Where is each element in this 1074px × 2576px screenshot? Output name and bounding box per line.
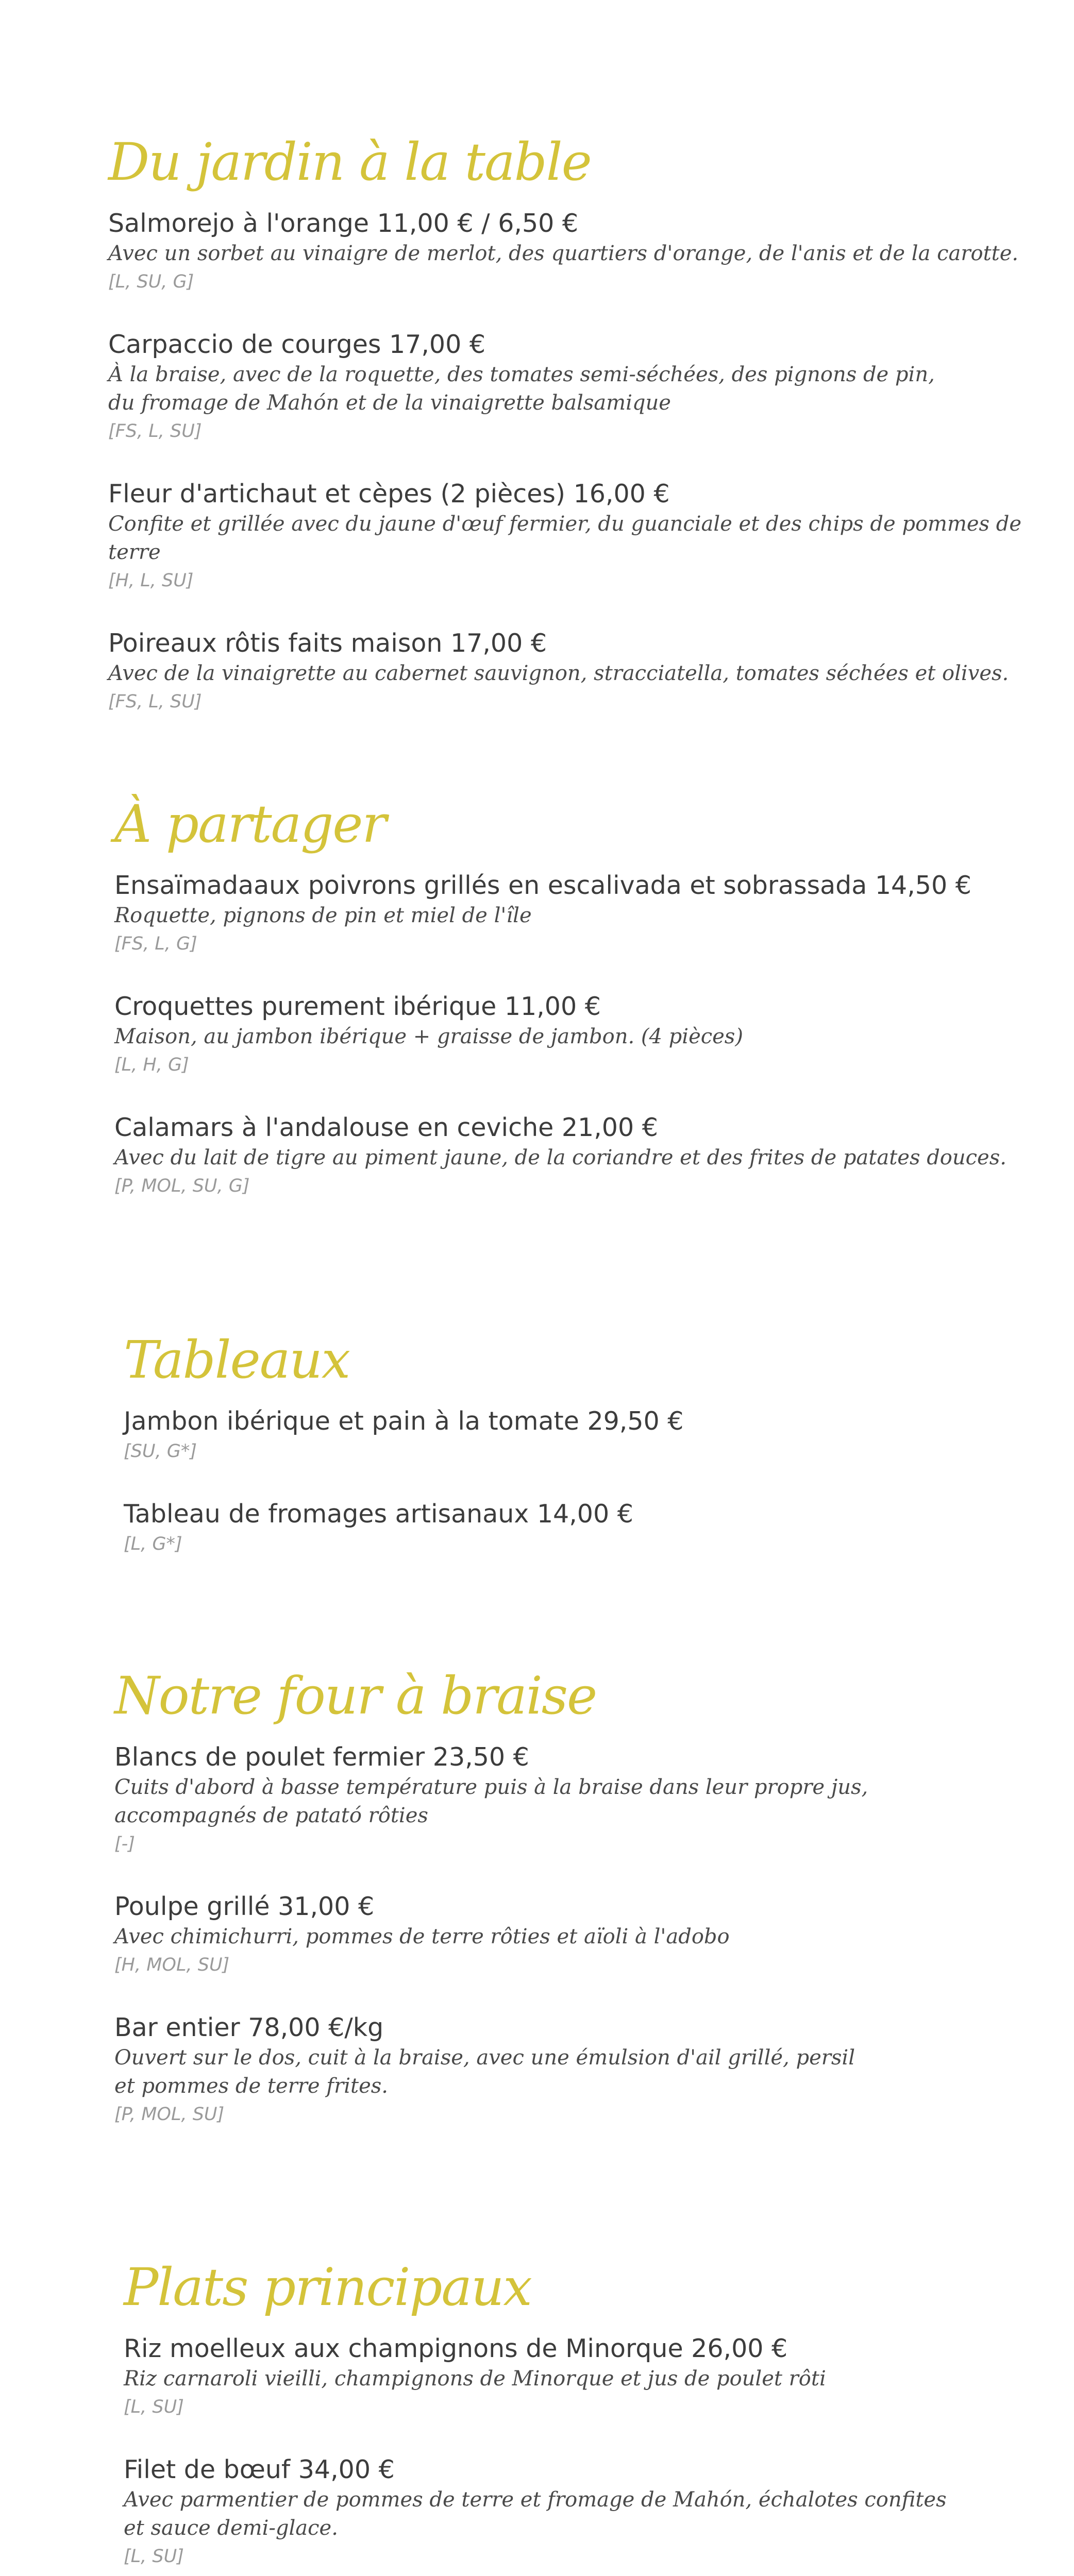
item-description: Avec un sorbet au vinaigre de merlot, des quartiers d'orange, de l'anis et de la carotte. (108, 242, 1019, 265)
menu-item (114, 1741, 1042, 1858)
item-name: Salmorejo à l'orange 11,00 € / 6,50 € (108, 209, 579, 238)
item-description: Roquette, pignons de pin et miel de l'île (114, 904, 532, 927)
menu-item (114, 2012, 1042, 2128)
item-allergens: [L, G*] (124, 1534, 182, 1554)
item-description: Cuits d'abord à basse température puis à la braise dans leur propre jus, accompagnés de patató rôties (114, 1775, 868, 1827)
menu-item (124, 1498, 1051, 1558)
item-description: Riz carnaroli vieilli, champignons de Minorque et jus de poulet rôti (124, 2367, 826, 2391)
item-name: Calamars à l'andalouse en ceviche 21,00 € (114, 1113, 658, 1142)
item-allergens: [P, MOL, SU, G] (114, 1176, 250, 1196)
item-allergens: [-] (114, 1834, 135, 1854)
menu-item (124, 2454, 1051, 2570)
item-name: Bar entier 78,00 €/kg (114, 2013, 384, 2042)
item-description: Maison, au jambon ibérique + graisse de jambon. (4 pièces) (114, 1025, 743, 1048)
section-four-a-braise (114, 1665, 1042, 2161)
item-description: À la braise, avec de la roquette, des tomates semi-séchées, des pignons de pin, du fromage de Mahón et de la vinaigrette balsamique (108, 363, 935, 415)
section-title: Du jardin à la table (108, 132, 591, 192)
item-allergens: [L, SU] (124, 2546, 184, 2567)
menu-item (108, 329, 1036, 445)
menu-item (124, 2333, 1051, 2421)
item-description: Avec de la vinaigrette au cabernet sauvignon, stracciatella, tomates séchées et olives. (108, 662, 1009, 685)
item-description: Confite et grillée avec du jaune d'œuf fermier, du guanciale et des chips de pommes de terre (108, 512, 1022, 564)
item-name: Croquettes purement ibérique 11,00 € (114, 992, 601, 1021)
section-plats-principaux (124, 2257, 1051, 2576)
menu-item (114, 991, 1042, 1079)
section-du-jardin (108, 131, 1036, 749)
item-name: Riz moelleux aux champignons de Minorque 26,00 € (124, 2334, 788, 2363)
item-allergens: [FS, L, G] (114, 934, 197, 954)
item-name: Fleur d'artichaut et cèpes (2 pièces) 16,00 € (108, 479, 670, 509)
item-allergens: [L, H, G] (114, 1055, 189, 1075)
item-allergens: [SU, G*] (124, 1441, 197, 1462)
item-description: Avec parmentier de pommes de terre et fromage de Mahón, échalotes confites et sauce demi-glace. (124, 2488, 947, 2540)
item-name: Blancs de poulet fermier 23,50 € (114, 1742, 529, 1772)
item-allergens: [L, SU, G] (108, 272, 194, 292)
section-title: Notre four à braise (114, 1666, 597, 1726)
menu-item (114, 870, 1042, 958)
item-name: Jambon ibérique et pain à la tomate 29,50 € (124, 1406, 684, 1436)
item-allergens: [H, L, SU] (108, 570, 194, 591)
menu-item (108, 208, 1036, 296)
section-tableaux (124, 1329, 1051, 1591)
item-allergens: [H, MOL, SU] (114, 1955, 230, 1975)
menu-item (114, 1891, 1042, 1979)
item-description: Avec du lait de tigre au piment jaune, de la coriandre et des frites de patates douces. (114, 1146, 1006, 1170)
section-title: À partager (114, 794, 386, 854)
item-name: Carpaccio de courges 17,00 € (108, 330, 486, 359)
item-allergens: [FS, L, SU] (108, 421, 202, 442)
menu-item (108, 478, 1036, 595)
item-allergens: [P, MOL, SU] (114, 2104, 225, 2125)
item-allergens: [L, SU] (124, 2397, 184, 2417)
section-a-partager (114, 793, 1042, 1233)
section-title: Plats principaux (124, 2257, 531, 2317)
item-name: Poireaux rôtis faits maison 17,00 € (108, 629, 547, 658)
menu-item (124, 1405, 1051, 1465)
item-name: Filet de bœuf 34,00 € (124, 2455, 395, 2484)
item-description: Avec chimichurri, pommes de terre rôties et aïoli à l'adobo (114, 1925, 730, 1948)
item-name: Poulpe grillé 31,00 € (114, 1892, 375, 1921)
item-name: Ensaïmadaaux poivrons grillés en escalivada et sobrassada 14,50 € (114, 871, 971, 900)
item-description: Ouvert sur le dos, cuit à la braise, avec une émulsion d'ail grillé, persil et pommes de terre frites. (114, 2046, 855, 2098)
menu-item (108, 628, 1036, 716)
item-allergens: [FS, L, SU] (108, 691, 202, 712)
section-title: Tableaux (124, 1330, 350, 1390)
item-name: Tableau de fromages artisanaux 14,00 € (124, 1499, 633, 1529)
menu-item (114, 1112, 1042, 1200)
